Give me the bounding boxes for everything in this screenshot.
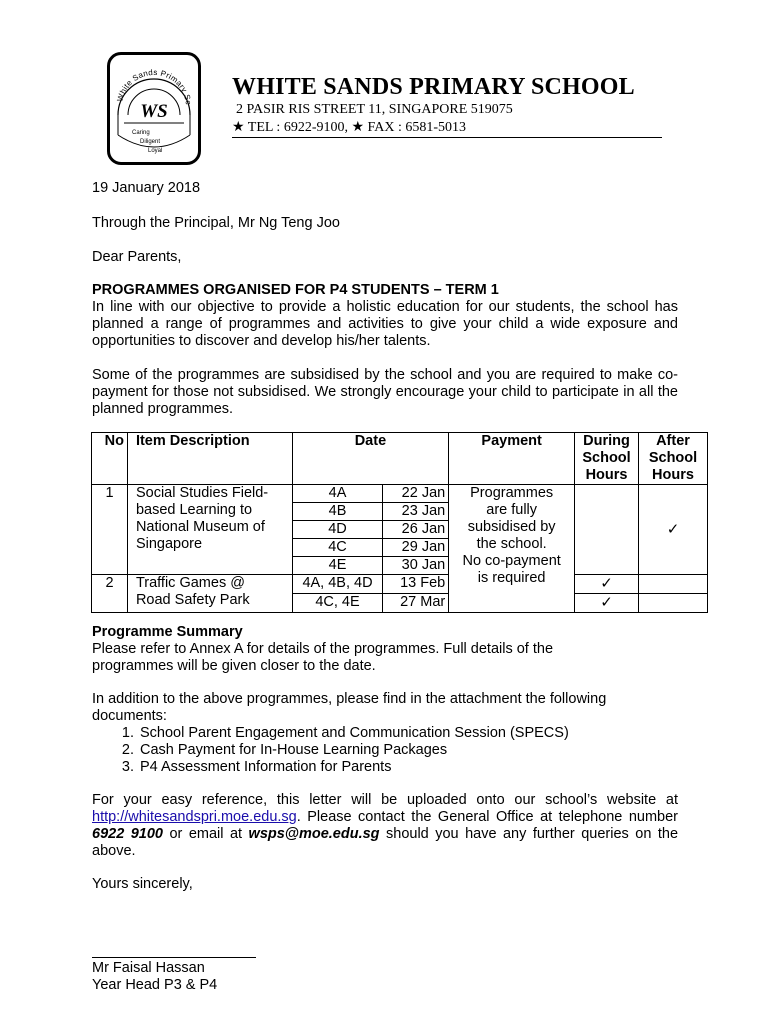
list-item: 3. P4 Assessment Information for Parents — [138, 759, 692, 776]
signatory-title: Year Head P3 & P4 — [92, 977, 218, 993]
after-tick — [639, 485, 708, 575]
documents-intro: In addition to the above programmes, please find in the attachment the following documents: — [92, 691, 607, 724]
row-number: 2 — [92, 575, 128, 613]
check-icon: ✓ — [600, 594, 613, 611]
check-icon: ✓ — [666, 520, 680, 538]
documents-list — [92, 725, 692, 776]
signatory-name: Mr Faisal Hassan — [92, 960, 205, 976]
date-value: 22 Jan — [383, 485, 449, 503]
after-cell — [639, 575, 708, 594]
during-tick — [575, 594, 639, 613]
date-class: 4D — [292, 521, 383, 539]
letter-date: 19 January 2018 — [92, 180, 201, 196]
header-payment: Payment — [449, 433, 575, 485]
programme-table — [91, 432, 708, 613]
date-class: 4A — [292, 485, 383, 503]
date-class: 4C — [292, 539, 383, 557]
date-class: 4B — [292, 503, 383, 521]
closing-paragraph: For your easy reference, this letter will be uploaded onto our school’s website at http://whitesandspri.moe.edu.sg. Please contact the General Office at telephone number 6922 9100 or email at wsps@moe.edu.sg should you have any further queries on the above. — [92, 792, 679, 859]
after-cell — [639, 594, 708, 613]
check-icon: ✓ — [600, 575, 613, 592]
signature-line — [92, 957, 256, 958]
header-no: No — [92, 433, 128, 485]
date-value: 29 Jan — [383, 539, 449, 557]
row-number: 1 — [92, 485, 128, 575]
list-item: 2. Cash Payment for In-House Learning Packages — [138, 742, 692, 759]
school-address: 2 PASIR RIS STREET 11, SINGAPORE 519075 — [236, 102, 513, 117]
salutation: Dear Parents, — [92, 249, 182, 265]
item-description: Traffic Games @ Road Safety Park — [127, 575, 292, 613]
date-value: 26 Jan — [383, 521, 449, 539]
school-contact: ★ TEL : 6922-9100, ★ FAX : 6581-5013 — [232, 120, 467, 135]
intro-paragraph: In line with our objective to provide a holistic education for our students, the school has planned a range of programmes and activities to give your child a wide exposure and opportunities to discover and develop his/her talents. — [92, 299, 678, 349]
logo-motto-3: Loyal — [148, 148, 163, 154]
subject-heading: PROGRAMMES ORGANISED FOR P4 STUDENTS – TERM 1 — [92, 282, 499, 298]
logo-motto-1: Caring — [132, 130, 150, 136]
through-principal: Through the Principal, Mr Ng Teng Joo — [92, 215, 340, 231]
summary-heading: Programme Summary — [92, 624, 243, 640]
logo-motto-2: Diligent — [140, 139, 161, 145]
header-item: Item Description — [127, 433, 292, 485]
school-logo — [107, 52, 201, 165]
school-name: WHITE SANDS PRIMARY SCHOOL — [232, 74, 635, 100]
item-description: Social Studies Field- based Learning to National Museum of Singapore — [127, 485, 292, 575]
school-crest-icon — [110, 55, 198, 162]
table-row — [92, 575, 708, 594]
email-address[interactable]: wsps@moe.edu.sg — [248, 826, 380, 842]
phone-number: 6922 9100 — [92, 826, 163, 842]
date-value: 23 Jan — [383, 503, 449, 521]
logo-arc-text: White Sands Primary Sc — [115, 67, 193, 106]
summary-text: Please refer to Annex A for details of the programmes. Full details of the programmes will be given closer to the date. — [92, 641, 554, 674]
header-during: During School Hours — [575, 433, 639, 485]
table-header-row — [92, 433, 708, 485]
payment-note: Programmes are fully subsidised by the school. No co-payment is required — [449, 485, 575, 613]
header-after: After School Hours — [639, 433, 708, 485]
signoff: Yours sincerely, — [92, 876, 193, 892]
date-class: 4A, 4B, 4D — [292, 575, 383, 594]
date-value: 27 Mar — [383, 594, 449, 613]
date-value: 30 Jan — [383, 557, 449, 575]
header-date: Date — [292, 433, 449, 485]
header-divider — [232, 137, 662, 138]
svg-text:White Sands Primary School — [110, 55, 193, 105]
date-value: 13 Feb — [383, 575, 449, 594]
logo-initials: WS — [140, 101, 168, 122]
during-cell — [575, 485, 639, 575]
website-link[interactable]: http://whitesandspri.moe.edu.sg — [92, 809, 297, 825]
during-tick — [575, 575, 639, 594]
date-class: 4C, 4E — [292, 594, 383, 613]
list-item: 1. School Parent Engagement and Communication Session (SPECS) — [138, 725, 692, 742]
subsidy-paragraph: Some of the programmes are subsidised by the school and you are required to make co-payment for those not subsidised. We strongly encourage your child to participate in all the planned programmes. — [92, 367, 678, 417]
table-row — [92, 485, 708, 503]
date-class: 4E — [292, 557, 383, 575]
